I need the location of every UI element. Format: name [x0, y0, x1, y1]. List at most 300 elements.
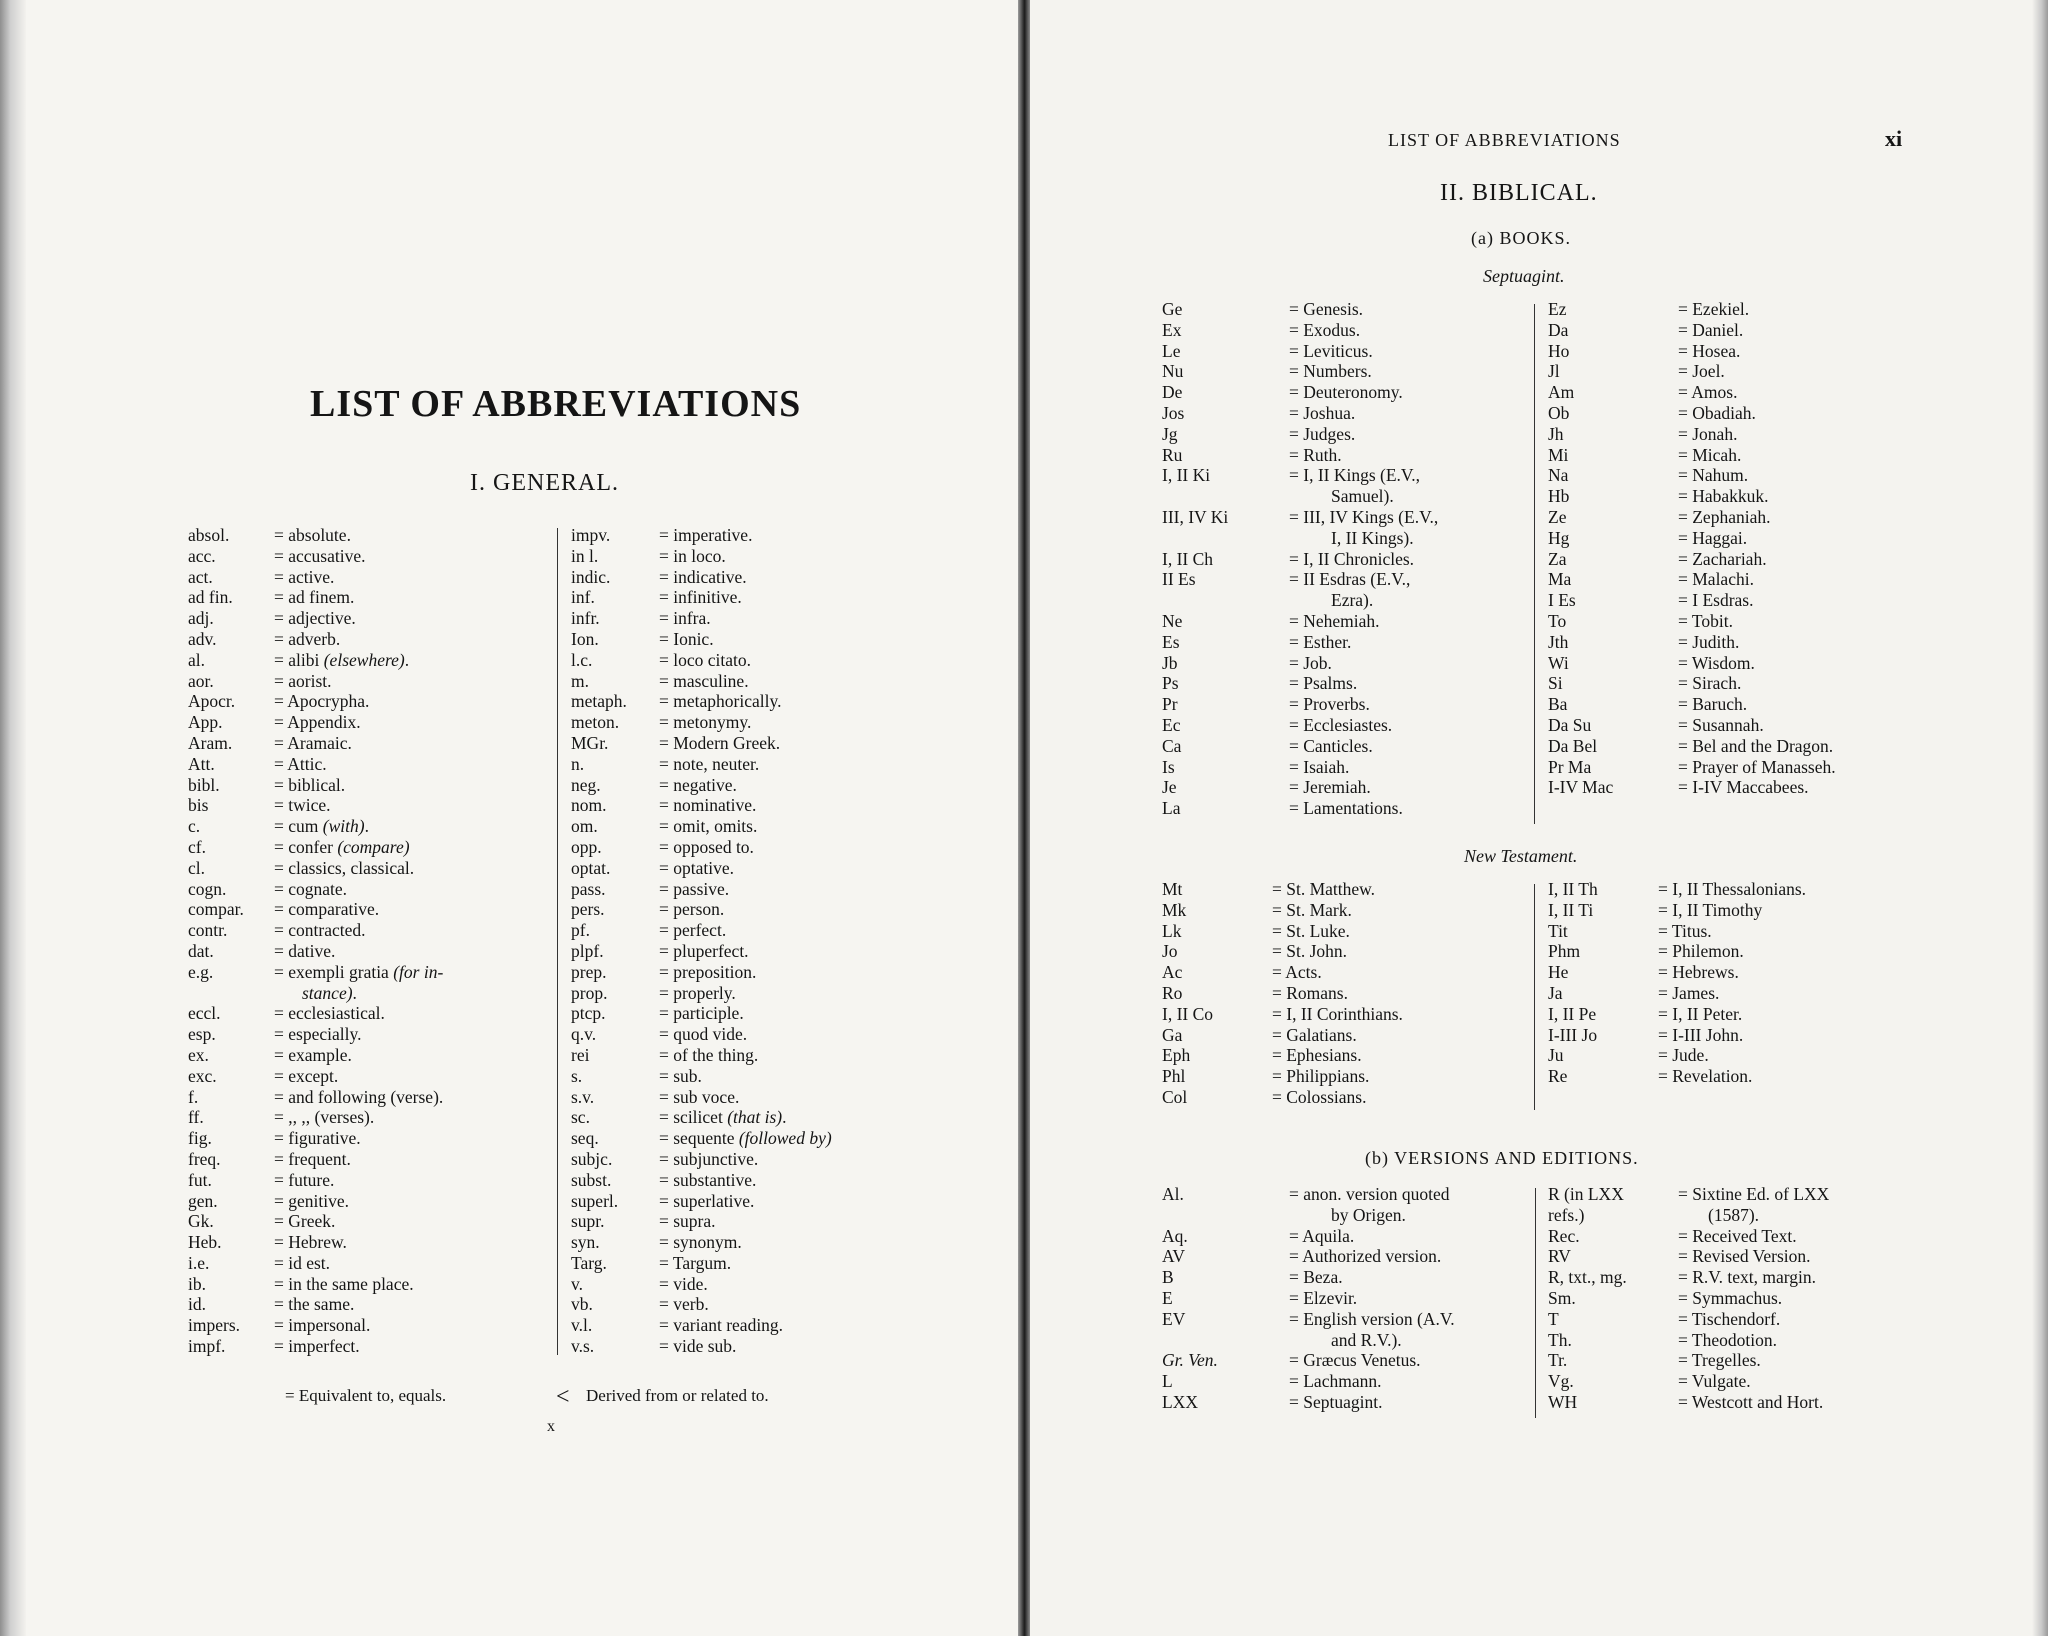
abbreviation-meaning: = sequente (followed by)	[659, 1128, 832, 1149]
abbreviation-row	[1162, 962, 1542, 983]
abbreviation-meaning: = Esther.	[1289, 631, 1352, 652]
abbreviation: Ze	[1548, 506, 1567, 527]
abbreviation-meaning: = exempli gratia (for in-	[274, 961, 444, 982]
abbreviation: I, II Th	[1548, 879, 1598, 899]
abbreviation-meaning: = Lachmann.	[1289, 1371, 1382, 1392]
abbreviation: Gr. Ven.	[1162, 1350, 1218, 1371]
abbreviation: ex.	[188, 1044, 209, 1065]
abbreviation: B	[1162, 1267, 1174, 1288]
abbreviation-meaning: = metonymy.	[659, 712, 752, 733]
abbreviation-row	[1548, 611, 1938, 632]
abbreviation-row	[188, 567, 558, 588]
abbreviation: Ps	[1162, 673, 1179, 694]
abbreviation: Re	[1548, 1066, 1568, 1087]
abbreviation: impf.	[188, 1336, 226, 1357]
abbreviation-row	[188, 858, 558, 879]
abbreviation: neg.	[571, 774, 601, 795]
abbreviation: om.	[571, 816, 598, 837]
abbreviation-row	[1162, 1004, 1542, 1025]
abbreviation-meaning: = person.	[659, 899, 725, 920]
versions-heading: (b) VERSIONS AND EDITIONS.	[1365, 1148, 1639, 1168]
abbreviation-meaning: = II Esdras (E.V.,	[1289, 569, 1411, 590]
abbreviation-row	[188, 671, 558, 692]
abbreviation: absol.	[188, 525, 230, 545]
abbreviation-row	[571, 962, 861, 983]
abbreviation-row	[188, 1170, 558, 1191]
abbreviation: cl.	[188, 857, 206, 878]
abbreviation-meaning: = ,, ,, (verses).	[274, 1107, 375, 1128]
abbreviation: Mt	[1162, 879, 1183, 899]
abbreviation-row	[571, 650, 861, 671]
abbreviation-meaning: = Modern Greek.	[659, 732, 781, 753]
abbreviation-meaning: = Revised Version.	[1678, 1246, 1811, 1267]
abbreviation-row	[571, 754, 861, 775]
abbreviation-row	[188, 1274, 558, 1295]
abbreviation-row	[1162, 590, 1552, 611]
abbreviation-row	[1548, 1184, 1948, 1205]
abbreviation-meaning: = Authorized version.	[1289, 1246, 1442, 1267]
abbreviation: Jos	[1162, 402, 1185, 423]
abbreviation-row	[188, 816, 558, 837]
left-page	[0, 0, 1018, 1636]
abbreviation-meaning: = Received Text.	[1678, 1225, 1797, 1246]
abbreviation-row	[188, 1191, 558, 1212]
abbreviation-row	[188, 1107, 558, 1128]
abbreviation: I, II Ki	[1162, 465, 1211, 486]
abbreviation-row	[571, 1045, 861, 1066]
abbreviation-meaning: = note, neuter.	[659, 753, 760, 774]
abbreviation-row	[571, 879, 861, 900]
abbreviation-row	[1548, 983, 1938, 1004]
abbreviation-row	[1548, 486, 1938, 507]
abbreviation-meaning: = Isaiah.	[1289, 756, 1350, 777]
abbreviation: Aq.	[1162, 1225, 1188, 1246]
abbreviation-row	[1548, 569, 1938, 590]
abbreviation-meaning: = Leviticus.	[1289, 340, 1373, 361]
abbreviation: Ma	[1548, 569, 1572, 590]
abbreviation-meaning: = confer (compare)	[274, 836, 410, 857]
abbreviation-meaning: = Westcott and Hort.	[1678, 1391, 1824, 1412]
abbreviation-meaning: = Sixtine Ed. of LXX	[1678, 1184, 1830, 1204]
abbreviation: I Es	[1548, 590, 1576, 611]
abbreviation-meaning: = cognate.	[274, 878, 348, 899]
abbreviation: Jo	[1162, 941, 1178, 962]
abbreviation-row	[1548, 1330, 1948, 1351]
abbreviation-meaning: = St. Matthew.	[1272, 879, 1376, 899]
abbreviation-row	[1548, 653, 1938, 674]
abbreviation: q.v.	[571, 1024, 597, 1045]
abbreviation	[188, 983, 274, 1004]
abbreviation: Mk	[1162, 899, 1187, 920]
abbreviation-meaning: = vide.	[659, 1273, 708, 1294]
abbreviation: Tr.	[1548, 1350, 1568, 1371]
abbreviation: Phm	[1548, 941, 1581, 962]
abbreviation: gen.	[188, 1190, 218, 1211]
abbreviation-row	[571, 1253, 861, 1274]
abbreviation-row	[188, 712, 558, 733]
abbreviation-row	[1548, 1267, 1948, 1288]
abbreviation: pers.	[571, 899, 605, 920]
abbreviation-meaning: = I, II Chronicles.	[1289, 548, 1415, 569]
abbreviation: exc.	[188, 1065, 217, 1086]
abbreviation-row	[188, 1211, 558, 1232]
abbreviation-row	[571, 858, 861, 879]
abbreviation-row	[1548, 1205, 1948, 1226]
abbreviation-row	[571, 567, 861, 588]
abbreviation: De	[1162, 382, 1183, 403]
abbreviation-row	[1162, 611, 1552, 632]
abbreviation-meaning: = masculine.	[659, 670, 749, 691]
abbreviation-row	[1162, 1392, 1542, 1413]
abbreviation-meaning: = Greek.	[274, 1211, 336, 1232]
abbreviation: esp.	[188, 1024, 216, 1045]
abbreviation: prop.	[571, 982, 608, 1003]
abbreviation-meaning: = negative.	[659, 774, 737, 795]
abbreviation: fig.	[188, 1128, 212, 1149]
abbreviation-row	[188, 525, 558, 546]
abbreviation-meaning: = I, II Thessalonians.	[1658, 879, 1807, 899]
abbreviation-row	[571, 795, 861, 816]
abbreviation: Pr	[1162, 694, 1178, 715]
abbreviation-row	[1548, 465, 1938, 486]
abbreviation-meaning: = Tregelles.	[1678, 1350, 1761, 1371]
abbreviation-meaning: = impersonal.	[274, 1315, 371, 1336]
abbreviation-row	[1162, 486, 1552, 507]
abbreviation-meaning: = imperative.	[659, 525, 753, 545]
abbreviation-meaning: = participle.	[659, 1003, 744, 1024]
abbreviation: E	[1162, 1287, 1173, 1308]
abbreviation: I-IV Mac	[1548, 777, 1614, 798]
abbreviation-row	[1162, 1066, 1542, 1087]
abbreviation: subjc.	[571, 1148, 613, 1169]
abbreviation: I, II Pe	[1548, 1003, 1597, 1024]
abbreviation-meaning: = Haggai.	[1678, 527, 1748, 548]
abbreviation-meaning: = Theodotion.	[1678, 1329, 1777, 1350]
abbreviation: plpf.	[571, 940, 604, 961]
abbreviation-row	[1162, 941, 1542, 962]
abbreviation-meaning: = Wisdom.	[1678, 652, 1755, 673]
abbreviation-row	[1162, 1045, 1542, 1066]
abbreviation: T	[1548, 1308, 1559, 1329]
versions-column-1	[1162, 1184, 1542, 1413]
versions-column-2	[1548, 1184, 1948, 1413]
page-edge	[2032, 0, 2048, 1636]
abbreviation: n.	[571, 753, 585, 774]
footnote-derived: Derived from or related to.	[586, 1386, 769, 1405]
abbreviation-meaning: = Apocrypha.	[274, 691, 370, 712]
abbreviation-meaning: = Græcus Venetus.	[1289, 1350, 1421, 1371]
abbreviation: bis	[188, 795, 209, 816]
abbreviation-meaning: = biblical.	[274, 774, 346, 795]
abbreviation: nom.	[571, 795, 607, 816]
abbreviation-meaning: = Symmachus.	[1678, 1287, 1783, 1308]
abbreviation-row	[1162, 798, 1552, 819]
abbreviation-meaning: = St. Luke.	[1272, 920, 1350, 941]
abbreviation-row	[188, 983, 558, 1004]
abbreviation: Ru	[1162, 444, 1183, 465]
abbreviation-row	[571, 1066, 861, 1087]
abbreviation: inf.	[571, 587, 595, 608]
abbreviation-row	[571, 1336, 861, 1357]
abbreviation: Da	[1548, 319, 1569, 340]
abbreviation-meaning: = Ruth.	[1289, 444, 1342, 465]
abbreviation-meaning: = Habakkuk.	[1678, 486, 1769, 507]
abbreviation: compar.	[188, 899, 244, 920]
abbreviation: contr.	[188, 920, 228, 941]
abbreviation-row	[571, 1274, 861, 1295]
abbreviation-meaning: = except.	[274, 1065, 339, 1086]
abbreviation-meaning: = synonym.	[659, 1232, 742, 1253]
abbreviation-row	[188, 1045, 558, 1066]
abbreviation: II Es	[1162, 569, 1196, 590]
abbreviation: Vg.	[1548, 1371, 1574, 1392]
abbreviation: e.g.	[188, 961, 214, 982]
abbreviation-meaning: = I, II Timothy	[1658, 899, 1763, 920]
abbreviation-meaning: = genitive.	[274, 1190, 349, 1211]
abbreviation: sc.	[571, 1107, 590, 1128]
abbreviation: Eph	[1162, 1045, 1191, 1066]
abbreviation: v.	[571, 1273, 583, 1294]
abbreviation-row	[188, 837, 558, 858]
abbreviation-row	[1548, 1246, 1948, 1267]
abbreviation: Wi	[1548, 652, 1569, 673]
abbreviation: WH	[1548, 1391, 1578, 1412]
abbreviation-meaning: = Ephesians.	[1272, 1045, 1362, 1066]
abbreviation-row	[1162, 569, 1552, 590]
abbreviation-meaning: = I-III John.	[1658, 1024, 1744, 1045]
general-column-2	[571, 525, 861, 1357]
abbreviation-meaning: = Elzevir.	[1289, 1287, 1358, 1308]
abbreviation-meaning: = pluperfect.	[659, 940, 749, 961]
abbreviation-meaning: = Judges.	[1289, 423, 1356, 444]
abbreviation: Th.	[1548, 1329, 1572, 1350]
abbreviation: Si	[1548, 673, 1563, 694]
abbreviation-row	[571, 629, 861, 650]
abbreviation: eccl.	[188, 1003, 221, 1024]
column-divider	[1534, 884, 1535, 1110]
abbreviation-meaning: = I-IV Maccabees.	[1678, 777, 1809, 798]
abbreviation-row	[571, 691, 861, 712]
abbreviation-meaning: = Aramaic.	[274, 732, 352, 753]
abbreviation: ib.	[188, 1273, 206, 1294]
abbreviation-meaning: by Origen.	[1331, 1204, 1406, 1225]
abbreviation: Am	[1548, 382, 1575, 403]
abbreviation-row	[1162, 382, 1552, 403]
abbreviation: I, II Co	[1162, 1003, 1214, 1024]
abbreviation: La	[1162, 798, 1181, 819]
abbreviation: Jth	[1548, 631, 1569, 652]
abbreviation-row	[1162, 694, 1552, 715]
abbreviation-row	[1548, 673, 1938, 694]
abbreviation-row	[571, 1211, 861, 1232]
abbreviation: Es	[1162, 631, 1180, 652]
abbreviation-row	[188, 754, 558, 775]
abbreviation-row	[1162, 424, 1552, 445]
abbreviation: Al.	[1162, 1184, 1184, 1204]
abbreviation: Ob	[1548, 402, 1570, 423]
abbreviation	[1162, 528, 1289, 549]
abbreviation-row	[1162, 1330, 1542, 1351]
abbreviation-meaning: = cum (with).	[274, 816, 369, 837]
abbreviation-row	[1162, 1087, 1542, 1108]
abbreviation: Ion.	[571, 628, 599, 649]
abbreviation-row	[188, 1315, 558, 1336]
abbreviation-row	[1162, 1309, 1542, 1330]
column-divider	[557, 528, 558, 1355]
abbreviation-meaning: = Nehemiah.	[1289, 610, 1380, 631]
abbreviation-meaning: = contracted.	[274, 920, 366, 941]
abbreviation: Lk	[1162, 920, 1182, 941]
abbreviation-row	[571, 1170, 861, 1191]
abbreviation: I-III Jo	[1548, 1024, 1598, 1045]
abbreviation: c.	[188, 816, 201, 837]
abbreviation-meaning: = Vulgate.	[1678, 1371, 1751, 1392]
abbreviation-row	[571, 1107, 861, 1128]
abbreviation: Za	[1548, 548, 1567, 569]
abbreviation: l.c.	[571, 649, 593, 670]
abbreviation-row	[1162, 757, 1552, 778]
abbreviation: opp.	[571, 836, 602, 857]
abbreviation-meaning: = scilicet (that is).	[659, 1107, 787, 1128]
abbreviation-row	[1162, 1371, 1542, 1392]
abbreviation-row	[1548, 879, 1938, 900]
abbreviation: Ro	[1162, 982, 1183, 1003]
abbreviation-row	[1162, 1025, 1542, 1046]
abbreviation-meaning: = supra.	[659, 1211, 716, 1232]
abbreviation: Jb	[1162, 652, 1178, 673]
abbreviation-row	[1548, 320, 1938, 341]
abbreviation: Att.	[188, 753, 215, 774]
abbreviation-meaning: = sub voce.	[659, 1086, 740, 1107]
abbreviation-row	[571, 1087, 861, 1108]
abbreviation: Ja	[1548, 982, 1563, 1003]
abbreviation: optat.	[571, 857, 611, 878]
abbreviation: Na	[1548, 465, 1569, 486]
abbreviation-meaning: = Beza.	[1289, 1267, 1343, 1288]
abbreviation-row	[1548, 424, 1938, 445]
abbreviation-row	[571, 525, 861, 546]
general-column-1	[188, 525, 558, 1357]
derived-symbol: <	[556, 1384, 570, 1410]
abbreviation-row	[1162, 507, 1552, 528]
abbreviation-meaning: = ecclesiastical.	[274, 1003, 385, 1024]
abbreviation-row	[571, 920, 861, 941]
abbreviation-row	[1548, 299, 1938, 320]
abbreviation-meaning: = Septuagint.	[1289, 1391, 1383, 1412]
abbreviation-row	[1548, 341, 1938, 362]
abbreviation-meaning: = I, II Corinthians.	[1272, 1003, 1403, 1024]
abbreviation: subst.	[571, 1169, 612, 1190]
abbreviation: Pr Ma	[1548, 756, 1592, 777]
abbreviation: meton.	[571, 712, 620, 733]
section-heading-biblical: II. BIBLICAL.	[1440, 180, 1598, 206]
abbreviation-meaning: = properly.	[659, 982, 736, 1003]
abbreviation-meaning: = opposed to.	[659, 836, 754, 857]
abbreviation: prep.	[571, 961, 607, 982]
abbreviation: Col	[1162, 1086, 1188, 1107]
abbreviation: Jg	[1162, 423, 1178, 444]
abbreviation: superl.	[571, 1190, 619, 1211]
abbreviation: Ju	[1548, 1045, 1564, 1066]
abbreviation-row	[571, 816, 861, 837]
abbreviation: Ne	[1162, 610, 1183, 631]
septuagint-column-2	[1548, 299, 1938, 798]
abbreviation: rei	[571, 1044, 590, 1065]
abbreviation-row	[1548, 1004, 1938, 1025]
abbreviation-row	[571, 546, 861, 567]
abbreviation-meaning: = absolute.	[274, 525, 351, 545]
abbreviation-meaning: = Jude.	[1658, 1045, 1709, 1066]
abbreviation-meaning: = Titus.	[1658, 920, 1712, 941]
abbreviation: v.l.	[571, 1315, 593, 1336]
abbreviation: syn.	[571, 1232, 600, 1253]
abbreviation-meaning: = Tischendorf.	[1678, 1308, 1781, 1329]
abbreviation: Ho	[1548, 340, 1570, 361]
septuagint-column-1	[1162, 299, 1552, 819]
abbreviation-meaning: = Deuteronomy.	[1289, 382, 1403, 403]
abbreviation-row	[1162, 1246, 1542, 1267]
column-divider	[1534, 304, 1535, 824]
abbreviation-meaning: = subjunctive.	[659, 1148, 759, 1169]
abbreviation-meaning: = Ezekiel.	[1678, 299, 1750, 319]
abbreviation-meaning: = omit, omits.	[659, 816, 758, 837]
abbreviation: impv.	[571, 525, 611, 545]
abbreviation-meaning: = Psalms.	[1289, 673, 1358, 694]
abbreviation-row	[1548, 445, 1938, 466]
abbreviation: refs.)	[1548, 1204, 1585, 1225]
abbreviation: EV	[1162, 1308, 1186, 1329]
abbreviation-row	[571, 1294, 861, 1315]
abbreviation-meaning: = Susannah.	[1678, 714, 1764, 735]
abbreviation-row	[1162, 528, 1552, 549]
abbreviation: ff.	[188, 1107, 204, 1128]
abbreviation-meaning: = James.	[1658, 982, 1720, 1003]
abbreviation-row	[571, 1003, 861, 1024]
abbreviation: pass.	[571, 878, 606, 899]
abbreviation-row	[571, 1024, 861, 1045]
abbreviation-row	[571, 671, 861, 692]
abbreviation: bibl.	[188, 774, 220, 795]
abbreviation-row	[1548, 900, 1938, 921]
abbreviation-row	[1162, 445, 1552, 466]
abbreviation-row	[1162, 1226, 1542, 1247]
abbreviation-row	[188, 1024, 558, 1045]
abbreviation: I, II Ch	[1162, 548, 1214, 569]
abbreviation: infr.	[571, 608, 600, 629]
abbreviation-meaning: (1587).	[1708, 1204, 1760, 1225]
septuagint-heading: Septuagint.	[1483, 266, 1565, 286]
abbreviation-meaning: = Nahum.	[1678, 465, 1749, 486]
abbreviation-meaning: = St. John.	[1272, 941, 1348, 962]
abbreviation-row	[188, 920, 558, 941]
abbreviation-meaning: = Targum.	[659, 1252, 732, 1273]
abbreviation-row	[188, 1336, 558, 1357]
abbreviation-meaning: = Hebrews.	[1658, 962, 1739, 983]
abbreviation-row	[1548, 361, 1938, 382]
abbreviation-meaning: = Philemon.	[1658, 941, 1744, 962]
abbreviation-row	[188, 629, 558, 650]
abbreviation-row	[571, 899, 861, 920]
abbreviation: cf.	[188, 836, 206, 857]
abbreviation-meaning: = comparative.	[274, 899, 380, 920]
section-heading-general: I. GENERAL.	[470, 470, 619, 496]
abbreviation: indic.	[571, 566, 611, 587]
abbreviation: Ez	[1548, 299, 1567, 319]
abbreviation: Is	[1162, 756, 1175, 777]
abbreviation-meaning: = superlative.	[659, 1190, 755, 1211]
abbreviation-meaning: = Malachi.	[1678, 569, 1754, 590]
abbreviation-meaning: = metaphorically.	[659, 691, 782, 712]
